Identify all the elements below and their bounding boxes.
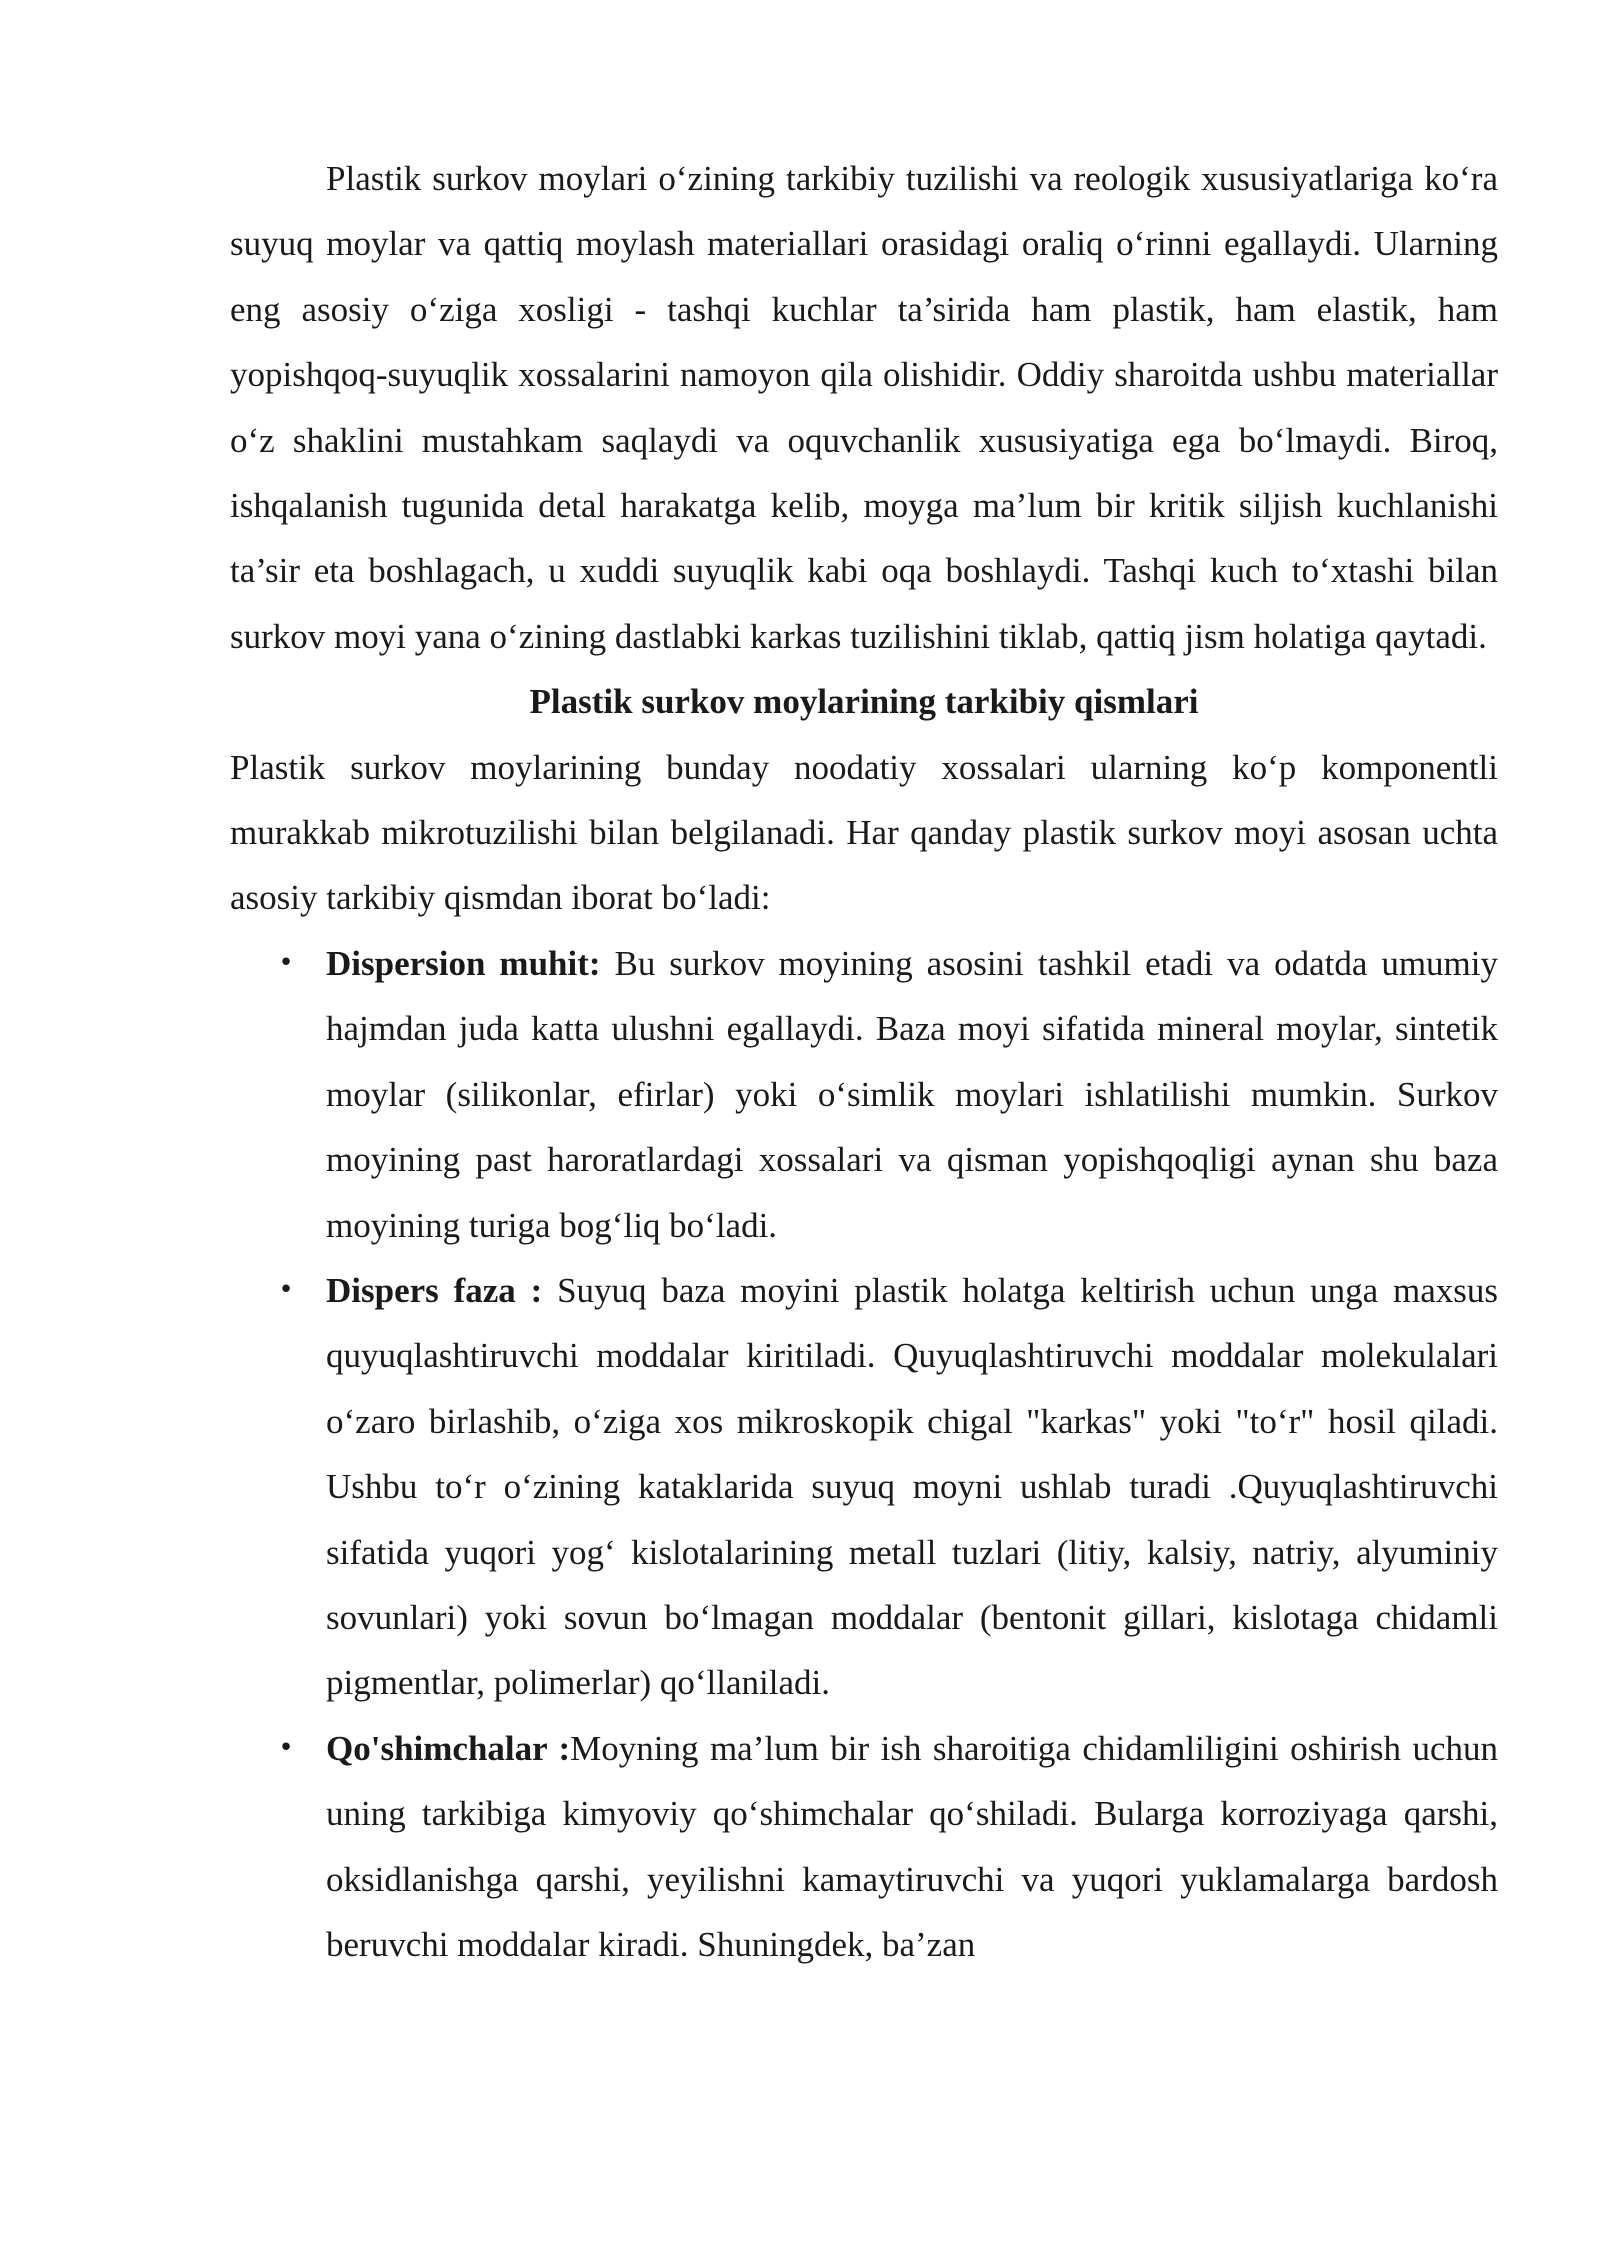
bullet-icon: • bbox=[278, 947, 294, 978]
page-body bbox=[230, 146, 1498, 1977]
term-label: Dispersion muhit: bbox=[326, 943, 601, 983]
term-description: Moyning ma’lum bir ish sharoitiga chidamliligini oshirish uchun uning tarkibiga kimyoviy qo‘shimchalar qo‘shiladi. Bularga korroziyaga qarshi, oksidlanishga qarshi, yeyilishni kamaytiruvchi va yuqori yuklamalarga bardosh beruvchi moddalar kiradi. Shuningdek, ba’zan bbox=[326, 1728, 1498, 1964]
components-list bbox=[230, 931, 1498, 1978]
list-item-qoshimchalar bbox=[230, 1716, 1498, 1978]
bullet-icon: • bbox=[278, 1274, 294, 1305]
term-label: Qo'shimchalar : bbox=[326, 1728, 571, 1768]
term-label: Dispers faza : bbox=[326, 1270, 543, 1310]
section-paragraph: Plastik surkov moylarining bunday noodatiy xossalari ularning ko‘p komponentli murakkab mikrotuzilishi bilan belgilanadi. Har qanday plastik surkov moyi asosan uchta asosiy tarkibiy qismdan iborat bo‘ladi: bbox=[230, 747, 1498, 918]
bullet-icon: • bbox=[278, 1732, 294, 1763]
term-description: Suyuq baza moyini plastik holatga keltirish uchun unga maxsus quyuqlashtiruvchi moddalar kiritiladi. Quyuqlashtiruvchi moddalar molekulalari o‘zaro birlashib, o‘ziga xos mikroskopik chigal "karkas" yoki "to‘r" hosil qiladi. Ushbu to‘r o‘zining kataklarida suyuq moyni ushlab turadi .Quyuqlashtiruvchi sifatida yuqori yog‘ kislotalarining metall tuzlari (litiy, kalsiy, natriy, alyuminiy sovunlari) yoki sovun bo‘lmagan moddalar (bentonit gillari, kislotaga chidamli pigmentlar, polimerlar) qo‘llaniladi. bbox=[326, 1270, 1498, 1703]
section-heading: Plastik surkov moylarining tarkibiy qismlari bbox=[529, 682, 1199, 722]
term-description: Bu surkov moyining asosini tashkil etadi va odatda umumiy hajmdan juda katta ulushni egallaydi. Baza moyi sifatida mineral moylar, sintetik moylar (silikonlar, efirlar) yoki o‘simlik moylari ishlatilishi mumkin. Surkov moyining past haroratlardagi xossalari va qisman yopishqoqligi aynan shu baza moyining turiga bog‘liq bo‘ladi. bbox=[326, 943, 1498, 1245]
intro-paragraph: Plastik surkov moylari o‘zining tarkibiy tuzilishi va reologik xususiyatlariga ko‘ra suyuq moylar va qattiq moylash materiallari orasidagi oraliq o‘rinni egallaydi. Ularning eng asosiy o‘ziga xosligi - tashqi kuchlar ta’sirida ham plastik, ham elastik, ham yopishqoq-suyuqlik xossalarini namoyon qila olishidir. Oddiy sharoitda ushbu materiallar o‘z shaklini mustahkam saqlaydi va oquvchanlik xususiyatiga ega bo‘lmaydi. Biroq, ishqalanish tugunida detal harakatga kelib, moyga ma’lum bir kritik siljish kuchlanishi ta’sir eta boshlagach, u xuddi suyuqlik kabi oqa boshlaydi. Tashqi kuch to‘xtashi bilan surkov moyi yana o‘zining dastlabki karkas tuzilishini tiklab, qattiq jism holatiga qaytadi. bbox=[230, 159, 1498, 656]
list-item-dispers-faza bbox=[230, 1258, 1498, 1716]
list-item-dispersion-muhit bbox=[230, 931, 1498, 1258]
